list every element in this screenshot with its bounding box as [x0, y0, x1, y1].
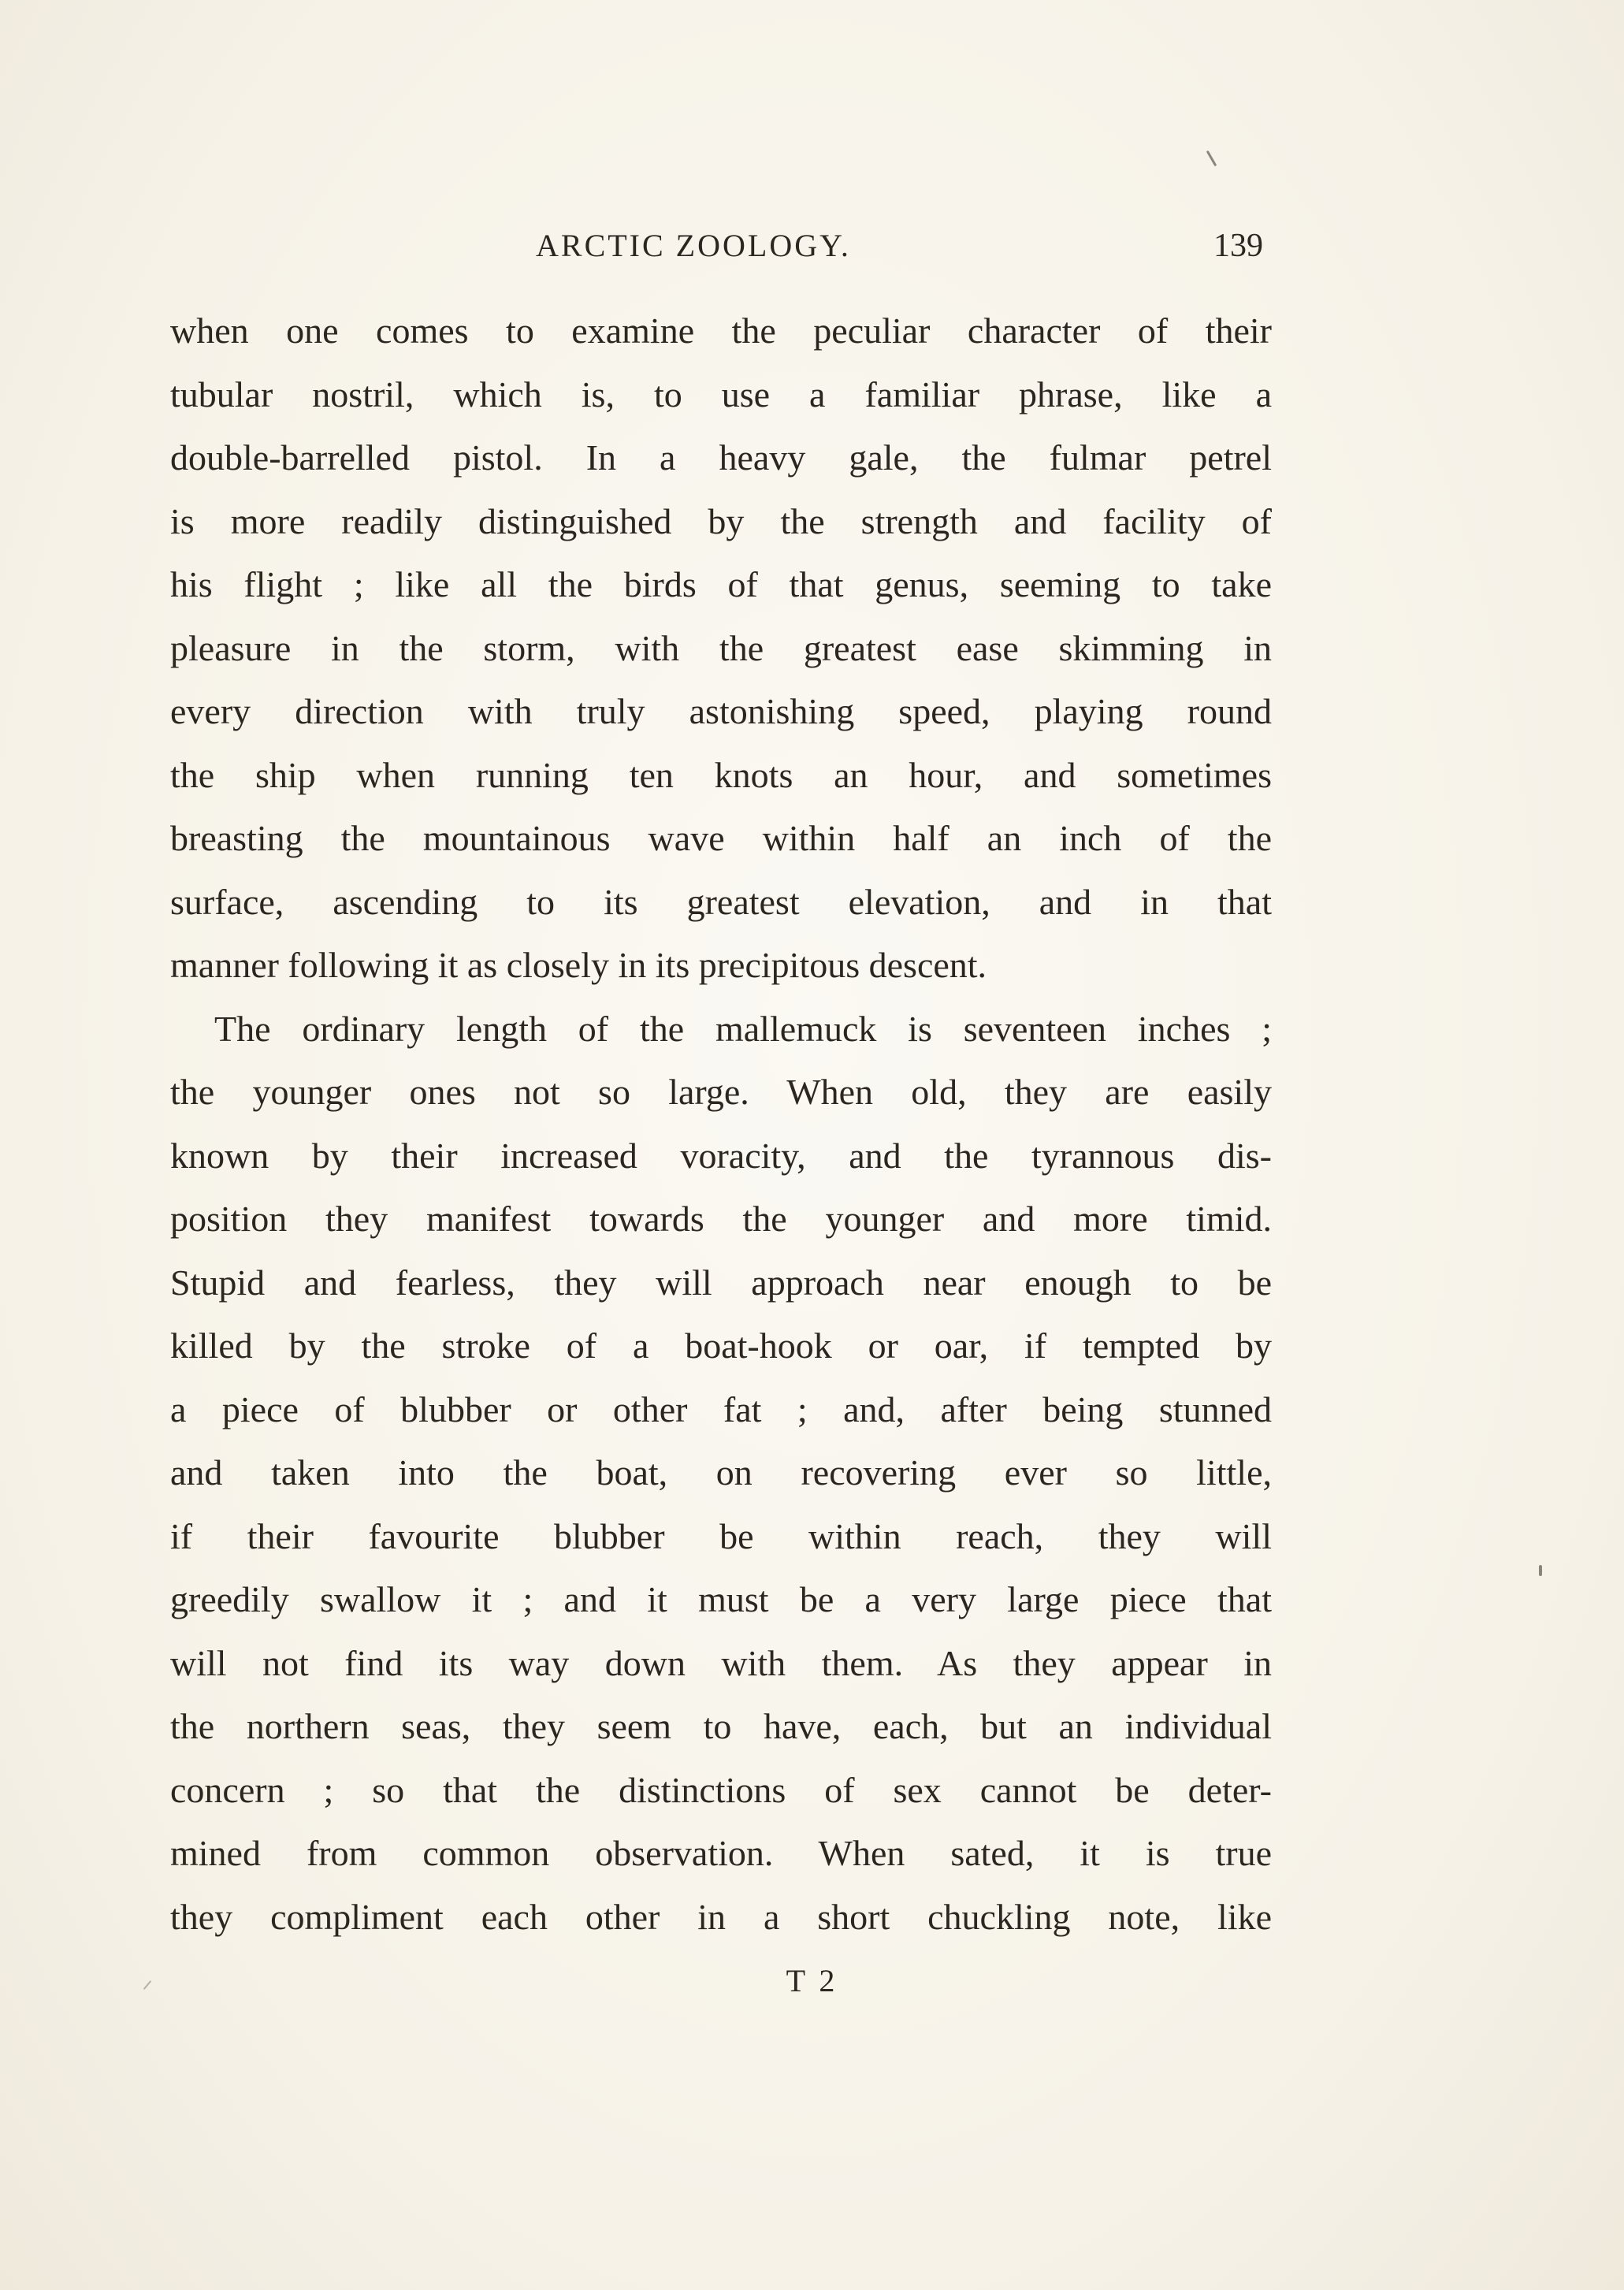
text-line: the northern seas, they seem to have, each, but an individual: [170, 1706, 1272, 1746]
text-line: double-barrelled pistol. In a heavy gale, the fulmar petrel: [170, 437, 1272, 478]
text-line: pleasure in the storm, with the greatest ease skimming in: [170, 627, 1272, 668]
text-line: his flight ; like all the birds of that genus, seeming to take: [170, 564, 1272, 604]
running-head: [0, 222, 1624, 270]
text-line: every direction with truly astonishing speed, playing round: [170, 691, 1272, 731]
paper-speck: [1539, 1565, 1542, 1576]
text-line: greedily swallow it ; and it must be a very large piece that: [170, 1579, 1272, 1619]
text-line: surface, ascending to its greatest elevation, and in that: [170, 881, 1272, 922]
text-line: breasting the mountainous wave within half an inch of the: [170, 818, 1272, 858]
text-line: The ordinary length of the mallemuck is seventeen inches ;: [214, 1008, 1272, 1049]
text-line: if their favourite blubber be within reach, they will: [170, 1515, 1272, 1556]
text-line: when one comes to examine the peculiar character of their: [170, 310, 1272, 351]
signature-mark: T 2: [786, 1963, 838, 1998]
page-number: 139: [1213, 228, 1263, 264]
text-line: Stupid and fearless, they will approach near enough to be: [170, 1262, 1272, 1303]
text-line: manner following it as closely in its precipitous descent.: [170, 945, 987, 985]
text-line: they compliment each other in a short chuckling note, like: [170, 1896, 1272, 1937]
paper-speck: [1206, 151, 1217, 167]
text-line: a piece of blubber or other fat ; and, after being stunned: [170, 1388, 1272, 1429]
text-line: concern ; so that the distinctions of sex cannot be deter-: [170, 1769, 1272, 1810]
text-line: the ship when running ten knots an hour, and sometimes: [170, 754, 1272, 795]
body-text: [170, 299, 1272, 1949]
text-line: mined from common observation. When sated, it is true: [170, 1833, 1272, 1873]
text-line: is more readily distinguished by the strength and facility of: [170, 500, 1272, 541]
text-line: killed by the stroke of a boat-hook or oar, if tempted by: [170, 1325, 1272, 1366]
text-line: position they manifest towards the younger and more timid.: [170, 1199, 1272, 1239]
text-line: known by their increased voracity, and the tyrannous dis-: [170, 1135, 1272, 1176]
text-line: will not find its way down with them. As they appear in: [170, 1642, 1272, 1683]
text-line: and taken into the boat, on recovering ever so little,: [170, 1452, 1272, 1493]
running-title: ARCTIC ZOOLOGY.: [536, 228, 851, 263]
text-line: the younger ones not so large. When old, they are easily: [170, 1072, 1272, 1112]
text-line: tubular nostril, which is, to use a familiar phrase, like a: [170, 374, 1272, 415]
